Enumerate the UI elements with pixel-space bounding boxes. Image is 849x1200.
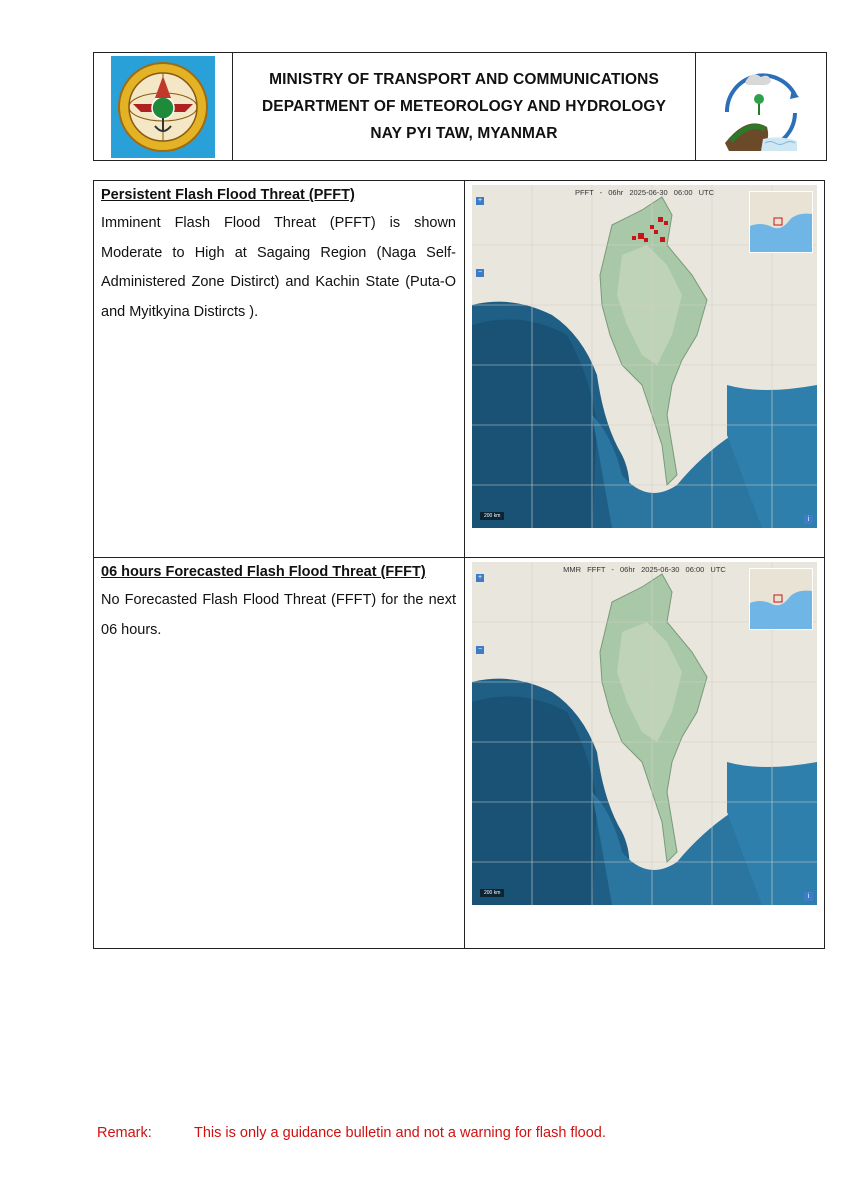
ffft-section-body: No Forecasted Flash Flood Threat (FFFT) for the next 06 hours.: [101, 592, 456, 638]
header-line-location: NAY PYI TAW, MYANMAR: [370, 124, 558, 142]
remark-label: Remark:: [97, 1125, 152, 1141]
zoom-out-button[interactable]: −: [477, 646, 483, 653]
pfft-section-title: Persistent Flash Flood Threat (PFFT): [101, 187, 355, 203]
table-row: [94, 181, 824, 558]
document-header: [93, 52, 827, 161]
remark-line: [97, 1125, 606, 1141]
left-logo-cell: [94, 53, 233, 160]
pfft-section-body: Imminent Flash Flood Threat (PFFT) is shown Moderate to High at Sagaing Region (Naga Self-Administered Zone Distirct) and Kachin State (Puta-O and Myitkyina Distircts ).: [101, 215, 456, 320]
header-title-block: [233, 53, 695, 160]
pfft-inset-map: [749, 191, 813, 253]
pfft-text-cell: [94, 181, 465, 557]
header-line-department: DEPARTMENT OF METEOROLOGY AND HYDROLOGY: [261, 97, 667, 115]
ministry-emblem-icon: [111, 56, 215, 158]
hydrological-cycle-icon: [707, 57, 815, 157]
ffft-map-cell: [466, 558, 824, 948]
remark-text: This is only a guidance bulletin and not a warning for flash flood.: [194, 1125, 606, 1141]
ffft-map[interactable]: [472, 562, 817, 905]
pfft-map[interactable]: [472, 185, 817, 528]
ffft-scale-bar: 200 km: [480, 889, 504, 897]
info-icon[interactable]: i: [804, 892, 813, 901]
bulletin-table: [93, 180, 825, 949]
ffft-section-title: 06 hours Forecasted Flash Flood Threat (FFFT): [101, 564, 426, 580]
info-icon[interactable]: i: [804, 515, 813, 524]
pfft-scale-bar: 200 km: [480, 512, 504, 520]
zoom-in-button[interactable]: +: [477, 197, 483, 204]
ffft-map-caption: MMR FFFT - 06hr 2025-06-30 06:00 UTC: [563, 565, 726, 574]
right-logo-cell: [695, 53, 826, 160]
ffft-inset-map: [749, 568, 813, 630]
zoom-out-button[interactable]: −: [477, 269, 483, 276]
pfft-map-cell: [466, 181, 824, 557]
pfft-map-caption: PFFT - 06hr 2025-06-30 06:00 UTC: [574, 188, 715, 197]
header-line-ministry: MINISTRY OF TRANSPORT AND COMMUNICATIONS: [269, 70, 659, 88]
ffft-text-cell: [94, 558, 465, 948]
table-row: [94, 558, 824, 948]
zoom-in-button[interactable]: +: [477, 574, 483, 581]
